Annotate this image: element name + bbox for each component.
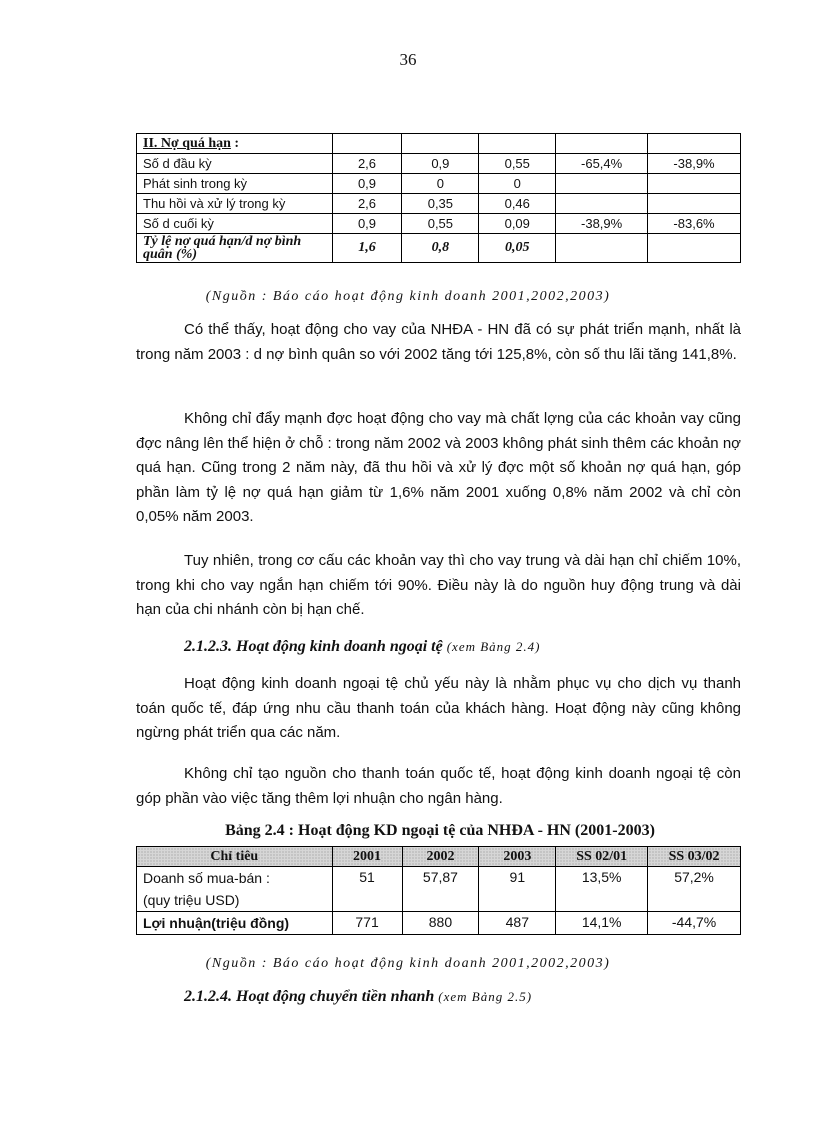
cell-ss-03-02: -44,7% [648,912,741,935]
row-label: Lợi nhuận(triệu đồng) [137,912,333,935]
column-header: 2003 [479,847,556,867]
table-row [137,174,741,194]
source-note: (Nguồn : Báo cáo hoạt động kinh doanh 2001,2002,2003) [205,956,611,971]
cell-2003: 0,46 [479,194,556,214]
source-note: (Nguồn : Báo cáo hoạt động kinh doanh 2001,2002,2003) [205,289,611,304]
cell-ss-03-02: 57,2% [648,867,741,912]
cell-2001: 2,6 [332,154,402,174]
paragraph: Tuy nhiên, trong cơ cấu các khoản vay thì cho vay trung và dài hạn chỉ chiếm 10%, trong khi cho vay ngắn hạn chiếm tới 90%. Điều này là do nguồn huy động trung và dài hạn của chi nhánh còn bị hạn chế. [136,552,741,618]
cell-2003: 91 [479,867,556,912]
table-row [137,867,741,912]
cell-ss-02-01 [556,194,648,214]
cell-ss-02-01 [556,174,648,194]
section-heading: 2.1.2.4. Hoạt động chuyển tiền nhanh (xem Bảng 2.5) [184,988,533,1005]
cell-2001: 0,9 [332,174,402,194]
table-row [137,234,741,263]
cell-ss-03-02 [648,174,741,194]
cell-2002: 57,87 [402,867,479,912]
column-header: SS 02/01 [556,847,648,867]
cell-2003: 487 [479,912,556,935]
paragraph: Hoạt động kinh doanh ngoại tệ chủ yếu này là nhằm phục vụ cho dịch vụ thanh toán quốc tế, đáp ứng nhu cầu thanh toán của khách hàng. Hoạt động này cũng không ngừng phát triển qua các năm. [136,675,741,741]
table-row [137,134,741,154]
cell-2002: 0,9 [402,154,479,174]
row-label: Doanh số mua-bán : (quy triệu USD) [137,867,333,912]
section-heading: 2.1.2.3. Hoạt động kinh doanh ngoại tệ (xem Bảng 2.4) [184,638,541,655]
row-label: Số d cuối kỳ [137,214,333,234]
row-label: Số d đầu kỳ [137,154,333,174]
paragraph: Không chỉ tạo nguồn cho thanh toán quốc tế, hoạt động kinh doanh ngoại tệ còn góp phần vào việc tăng thêm lợi nhuận cho ngân hàng. [136,765,741,807]
paragraph: Không chỉ đẩy mạnh đợc hoạt động cho vay mà chất lợng của các khoản vay cũng đợc nâng lên thể hiện ở chỗ : trong năm 2002 và 2003 không phát sinh thêm các khoản nợ quá hạn. Cũng trong 2 năm này, đã thu hồi và xử lý đợc một số khoản nợ quá hạn, góp phần làm tỷ lệ nợ quá hạn giảm từ 1,6% năm 2001 xuống 0,8% năm 2002 và chỉ còn 0,05% năm 2003. [136,410,741,525]
cell-2002: 880 [402,912,479,935]
column-header: 2001 [332,847,402,867]
cell-2003: 0,05 [479,234,556,263]
cell-2002: 0,8 [402,234,479,263]
forex-table [136,846,741,935]
paragraph: Có thể thấy, hoạt động cho vay của NHĐA - HN đã có sự phát triển mạnh, nhất là trong năm 2003 : d nợ bình quân so với 2002 tăng tới 125,8%, còn số thu lãi tăng 141,8%. [136,321,741,363]
cell-2002: 0 [402,174,479,194]
row-label: Thu hồi và xử lý trong kỳ [137,194,333,214]
cell-ss-03-02: -83,6% [648,214,741,234]
column-header: 2002 [402,847,479,867]
table-row [137,194,741,214]
cell-2001: 0,9 [332,214,402,234]
cell-2003: 0,09 [479,214,556,234]
cell-ss-02-01: -65,4% [556,154,648,174]
table-title: Bảng 2.4 : Hoạt động KD ngoại tệ của NHĐA - HN (2001-2003) [225,822,655,839]
cell-2001: 2,6 [332,194,402,214]
row-label: Phát sinh trong kỳ [137,174,333,194]
cell-ss-03-02: -38,9% [648,154,741,174]
page-number: 36 [399,50,417,69]
cell-ss-02-01: -38,9% [556,214,648,234]
table-row [137,154,741,174]
cell-2003: 0,55 [479,154,556,174]
cell-ss-02-01: 14,1% [556,912,648,935]
table-header-row [137,847,741,867]
cell-ss-03-02 [648,194,741,214]
cell-2001: 1,6 [332,234,402,263]
cell-2002: 0,35 [402,194,479,214]
table-row [137,912,741,935]
column-header: SS 03/02 [648,847,741,867]
cell-ss-02-01: 13,5% [556,867,648,912]
table-row [137,214,741,234]
section-header: II. Nợ quá hạn : [137,134,333,154]
cell-2001: 771 [332,912,402,935]
column-header: Chỉ tiêu [137,847,333,867]
cell-2003: 0 [479,174,556,194]
cell-2001: 51 [332,867,402,912]
row-label: Tỷ lệ nợ quá hạn/d nợ bình quân (%) [137,234,333,263]
overdue-debt-table [136,133,741,263]
cell-2002: 0,55 [402,214,479,234]
